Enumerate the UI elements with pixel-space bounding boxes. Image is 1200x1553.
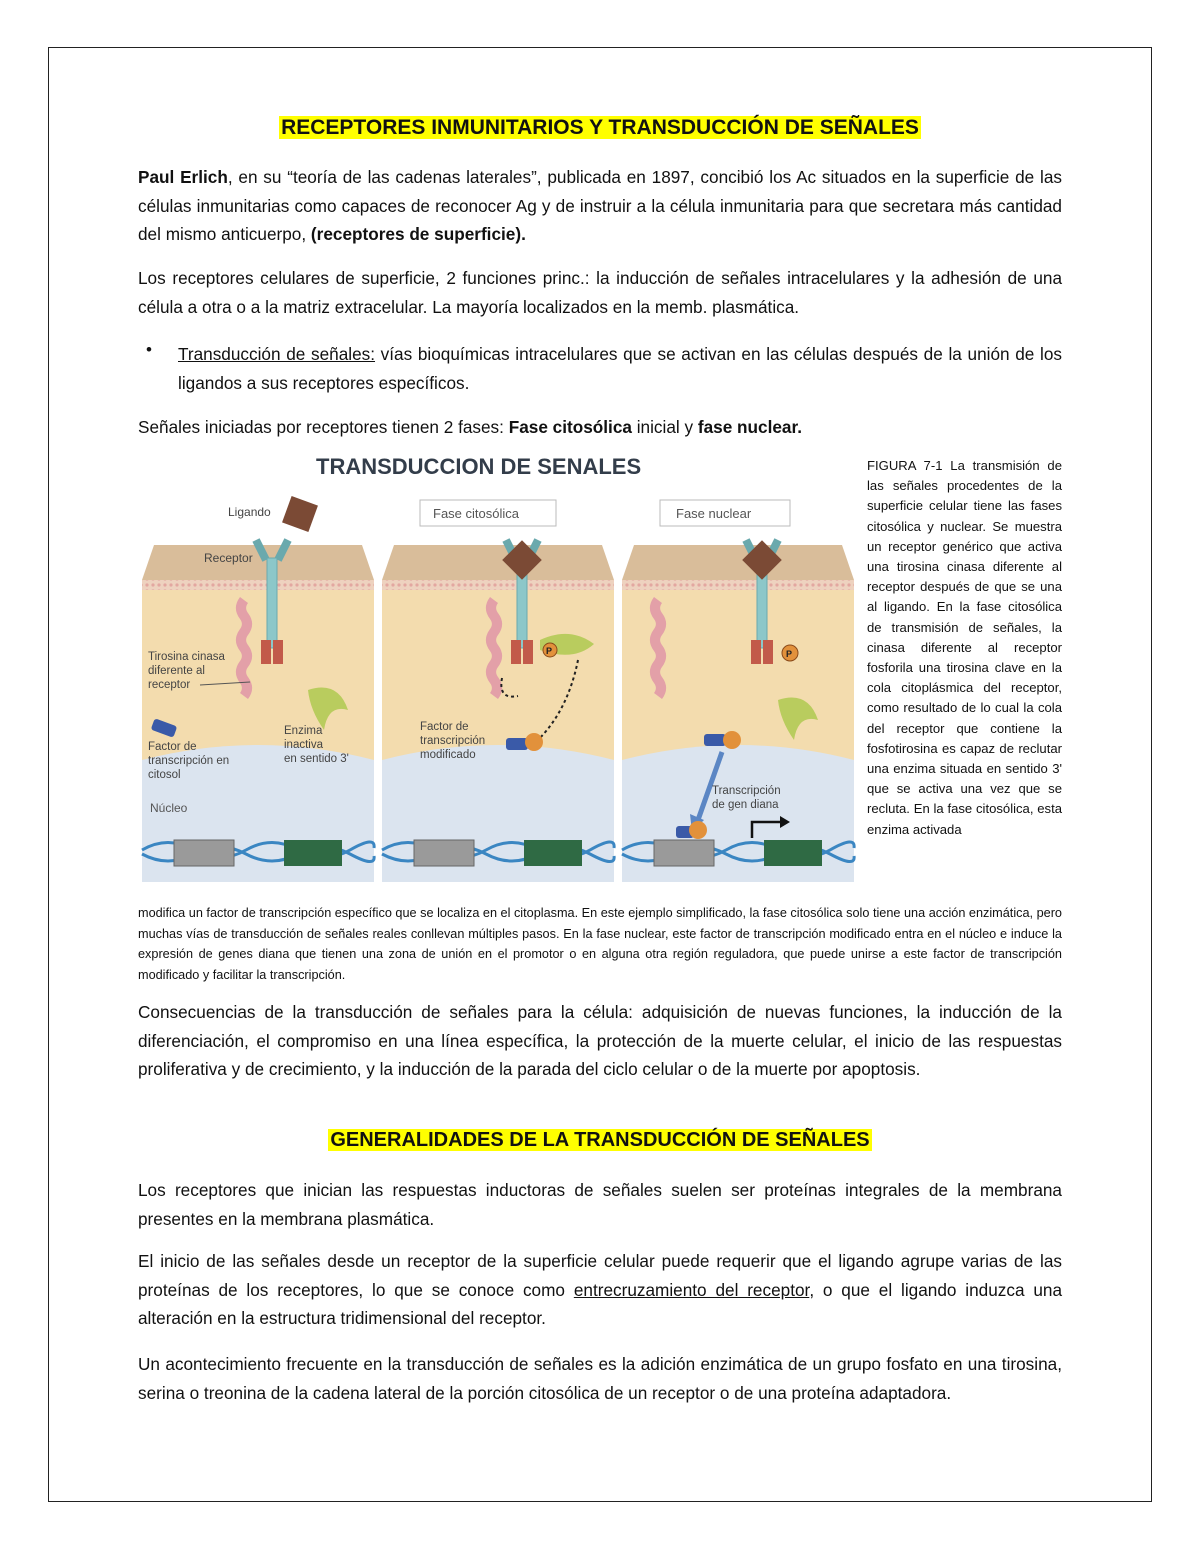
- figure-caption-continued: modifica un factor de transcripción específico que se localiza en el citoplasma. En este ejemplo simplificado, la fase citosólica solo tiene una acción enzimática, pero muchas vías de transducción de señales reales conllevan múltiples pasos. En la fase nuclear, este factor de transcripción modificado entra en el núcleo e induce la expresión de genes diana que tienen una zona de unión en el promotor o en alguna otra región reguladora, que puede unirse a este factor de transcripción modificado y facilitar la transcripción.: [138, 906, 1062, 982]
- svg-text:Factor de: Factor de: [148, 741, 197, 753]
- integral-proteins-paragraph: Los receptores que inician las respuestas inductoras de señales suelen ser proteínas integrales de la membrana presentes en la membrana plasmática.: [138, 1180, 1062, 1229]
- intro-paragraph: Paul Erlich, en su “teoría de las cadenas laterales”, publicada en 1897, concibió los Ac situados en la superficie de las células inmunitarias como capaces de reconocer Ag y de instruir a la célula inmunitaria para que secretara más cantidad del mismo anticuerpo, (receptores de superficie).: [138, 167, 1062, 244]
- panel-cytosolic: [382, 500, 614, 882]
- svg-text:inactiva: inactiva: [284, 739, 323, 751]
- svg-text:receptor: receptor: [148, 679, 191, 691]
- page-title: RECEPTORES INMUNITARIOS Y TRANSDUCCIÓN DE SEÑALES: [281, 116, 919, 139]
- phosphorylation-paragraph: Un acontecimiento frecuente en la transducción de señales es la adición enzimática de un grupo fosfato en una tirosina, serina o treonina de la cadena lateral de la porción citosólica de un receptor o de una proteína adaptadora.: [138, 1354, 1062, 1403]
- bullet-item: • Transducción de señales: vías bioquímicas intracelulares que se activan en las células después de la unión de los ligandos a sus receptores específicos.: [146, 340, 1062, 393]
- svg-text:Núcleo: Núcleo: [150, 801, 188, 815]
- svg-text:P: P: [546, 646, 553, 656]
- svg-text:Factor de: Factor de: [420, 721, 469, 733]
- svg-text:Ligando: Ligando: [228, 505, 271, 519]
- figure-title: TRANSDUCCION DE SENALES: [316, 454, 642, 479]
- svg-text:en sentido 3': en sentido 3': [284, 753, 349, 765]
- svg-text:Transcripción: Transcripción: [712, 785, 781, 797]
- svg-text:citosol: citosol: [148, 769, 181, 781]
- bullet-icon: •: [146, 340, 152, 359]
- svg-text:Receptor: Receptor: [204, 551, 253, 565]
- author-name: Paul Erlich: [138, 167, 228, 187]
- svg-text:diferente al: diferente al: [148, 665, 205, 677]
- panel-resting: [142, 496, 374, 882]
- svg-text:transcripción: transcripción: [420, 735, 486, 747]
- svg-text:Enzima: Enzima: [284, 725, 323, 737]
- svg-text:modificado: modificado: [420, 749, 476, 761]
- svg-text:Fase nuclear: Fase nuclear: [676, 506, 752, 521]
- receptors-paragraph: Los receptores celulares de superficie, 2 funciones princ.: la inducción de señales intracelulares y la adhesión de una célula a otra o a la matriz extracelular. La mayoría localizados en la memb. plasmática.: [138, 268, 1062, 317]
- svg-text:transcripción en: transcripción en: [148, 755, 230, 767]
- svg-text:P: P: [786, 649, 793, 659]
- crosslinking-paragraph: El inicio de las señales desde un receptor de la superficie celular puede requerir que el ligando agrupe varias de las proteínas de los receptores, lo que se conoce como entrecruzamiento del receptor, o que el ligando induzca una alteración en la estructura tridimensional del receptor.: [138, 1251, 1062, 1328]
- panel-nuclear: [622, 500, 854, 882]
- phases-paragraph: Señales iniciadas por receptores tienen 2 fases: Fase citosólica inicial y fase nuclear.: [138, 417, 803, 437]
- svg-text:Tirosina cinasa: Tirosina cinasa: [148, 651, 225, 663]
- consequences-paragraph: Consecuencias de la transducción de señales para la célula: adquisición de nuevas funciones, la inducción de la diferenciación, el compromiso en una línea específica, la protección de la muerte celular, el inicio de las respuestas proliferativa y de crecimiento, y la inducción de la parada del ciclo celular o de la muerte por apoptosis.: [138, 1002, 1062, 1079]
- section-title: GENERALIDADES DE LA TRANSDUCCIÓN DE SEÑALES: [330, 1129, 870, 1151]
- svg-text:Fase citosólica: Fase citosólica: [433, 506, 519, 521]
- crosslinking-term: entrecruzamiento del receptor: [573, 1279, 810, 1300]
- svg-text:de gen diana: de gen diana: [712, 799, 779, 811]
- signal-transduction-figure: [138, 450, 858, 890]
- figure-caption-side: FIGURA 7-1 La transmisión de las señales procedentes de la superficie celular tiene las fases citosólica y nuclear. Se muestra un receptor genérico que activa una tirosina cinasa diferente al receptor después de que se una al ligando. En la fase citosólica de transmisión de señales, la cinasa diferente al receptor fosforila una tirosina clave en la cola citoplásmica del receptor, como resultado de lo cual la cola del receptor que contiene la fosfotirosina es capaz de reclutar una enzima situada en sentido 3' que se activa una vez que se recluta. En la fase citosólica, esta enzima activada: [867, 458, 1062, 837]
